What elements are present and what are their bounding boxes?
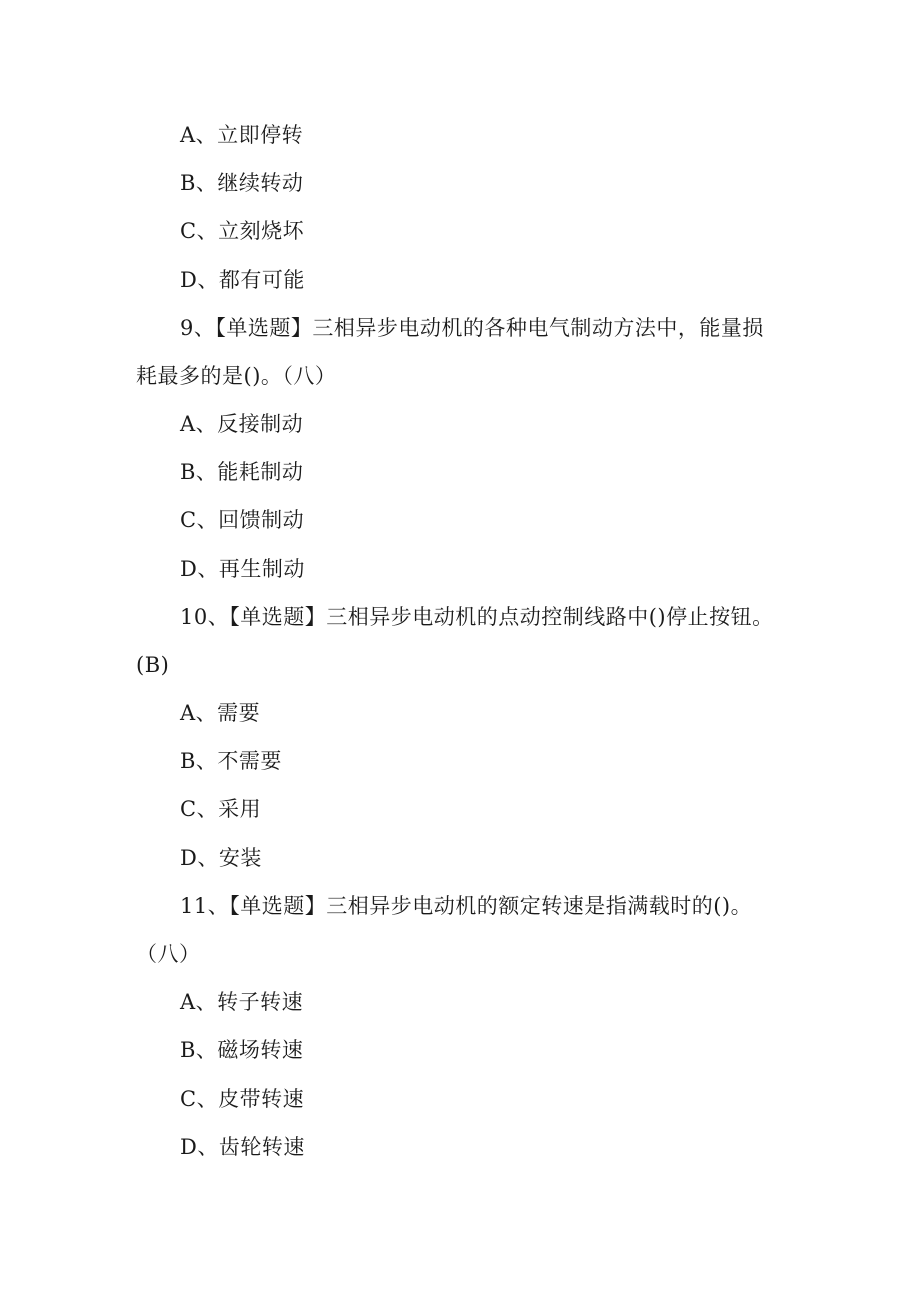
question-9-text: 9、【单选题】三相异步电动机的各种电气制动方法中，能量损 [180,316,764,340]
option-prev-b: B、继续转动 [180,171,304,195]
question-9-option-c: C、回馈制动 [180,508,305,532]
question-10-option-b: B、不需要 [180,749,282,773]
question-11-option-b: B、磁场转速 [180,1038,304,1062]
question-10-text: 10、【单选题】三相异步电动机的点动控制线路中()停止按钮。 [180,605,774,629]
question-9-continuation: 耗最多的是()。（八） [136,364,337,388]
question-11-answer: （八） [136,942,201,966]
option-prev-a: A、立即停转 [180,123,304,147]
question-10-option-a: A、需要 [180,701,261,725]
question-11-option-a: A、转子转速 [180,990,304,1014]
option-prev-d: D、都有可能 [180,268,305,292]
question-9-option-d: D、再生制动 [180,557,305,581]
question-9-option-a: A、反接制动 [180,412,304,436]
question-11-text: 11、【单选题】三相异步电动机的额定转速是指满载时的()。 [180,894,753,918]
question-10-option-d: D、安装 [180,846,262,870]
question-11-option-c: C、皮带转速 [180,1087,305,1111]
question-10-option-c: C、采用 [180,797,262,821]
option-prev-c: C、立刻烧坏 [180,219,305,243]
question-10-answer: (B) [136,653,170,677]
question-9-option-b: B、能耗制动 [180,460,304,484]
question-11-option-d: D、齿轮转速 [180,1135,305,1159]
